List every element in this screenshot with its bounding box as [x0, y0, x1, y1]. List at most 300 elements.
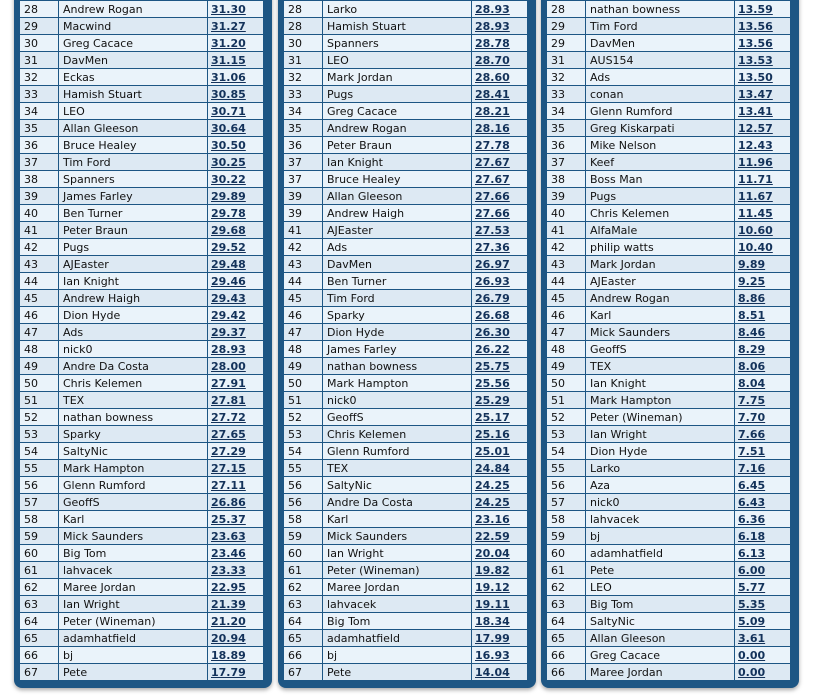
score-link[interactable]: 24.25 — [472, 494, 528, 511]
score-link[interactable]: 0.00 — [735, 647, 791, 664]
score-link[interactable]: 14.04 — [472, 664, 528, 681]
score-link[interactable]: 13.41 — [735, 103, 791, 120]
score-link[interactable]: 5.77 — [735, 579, 791, 596]
player-name-cell: Maree Jordan — [323, 579, 472, 596]
rank-cell: 56 — [20, 477, 59, 494]
rank-cell: 46 — [547, 307, 586, 324]
rank-cell: 37 — [284, 154, 323, 171]
score-link[interactable]: 28.93 — [208, 341, 264, 358]
rank-cell: 58 — [547, 511, 586, 528]
table-row — [547, 120, 791, 137]
score-link[interactable]: 9.89 — [735, 256, 791, 273]
rank-cell: 61 — [547, 562, 586, 579]
score-link[interactable]: 26.97 — [472, 256, 528, 273]
rank-cell: 50 — [547, 375, 586, 392]
score-link[interactable]: 30.64 — [208, 120, 264, 137]
score-link[interactable]: 27.36 — [472, 239, 528, 256]
table-row — [20, 120, 264, 137]
table-row — [284, 188, 528, 205]
player-name-cell: Ian Knight — [59, 273, 208, 290]
table-row — [547, 545, 791, 562]
player-name-cell: Glenn Rumford — [59, 477, 208, 494]
score-link[interactable]: 24.84 — [472, 460, 528, 477]
score-link[interactable]: 31.20 — [208, 35, 264, 52]
player-name-cell: Andrew Rogan — [323, 120, 472, 137]
table-row — [547, 460, 791, 477]
rank-cell: 48 — [284, 341, 323, 358]
player-name-cell: Andrew Haigh — [323, 205, 472, 222]
score-link[interactable]: 8.86 — [735, 290, 791, 307]
rank-cell: 37 — [20, 154, 59, 171]
table-row — [547, 103, 791, 120]
rank-cell: 32 — [20, 69, 59, 86]
player-name-cell: Glenn Rumford — [586, 103, 735, 120]
score-link[interactable]: 13.56 — [735, 18, 791, 35]
score-link[interactable]: 27.78 — [472, 137, 528, 154]
score-link[interactable]: 8.51 — [735, 307, 791, 324]
rank-cell: 40 — [547, 205, 586, 222]
score-link[interactable]: 27.72 — [208, 409, 264, 426]
score-link[interactable]: 16.93 — [472, 647, 528, 664]
table-row — [20, 494, 264, 511]
rank-cell: 34 — [284, 103, 323, 120]
rank-cell: 64 — [547, 613, 586, 630]
score-link[interactable]: 6.36 — [735, 511, 791, 528]
rank-cell: 46 — [284, 307, 323, 324]
table-row — [20, 307, 264, 324]
score-link[interactable]: 6.18 — [735, 528, 791, 545]
score-link[interactable]: 0.00 — [735, 664, 791, 681]
rank-cell: 52 — [284, 409, 323, 426]
score-link[interactable]: 12.43 — [735, 137, 791, 154]
rank-cell: 28 — [284, 1, 323, 18]
score-link[interactable]: 31.06 — [208, 69, 264, 86]
rank-cell: 43 — [284, 256, 323, 273]
score-link[interactable]: 25.17 — [472, 409, 528, 426]
score-link[interactable]: 13.53 — [735, 52, 791, 69]
player-name-cell: SaltyNic — [59, 443, 208, 460]
score-link[interactable]: 25.16 — [472, 426, 528, 443]
score-link[interactable]: 25.37 — [208, 511, 264, 528]
rank-cell: 44 — [20, 273, 59, 290]
table-row — [547, 613, 791, 630]
rank-cell: 56 — [284, 477, 323, 494]
score-link[interactable]: 7.16 — [735, 460, 791, 477]
player-name-cell: Peter (Wineman) — [323, 562, 472, 579]
score-link[interactable]: 29.78 — [208, 205, 264, 222]
score-link[interactable]: 10.60 — [735, 222, 791, 239]
table-row — [284, 579, 528, 596]
player-name-cell: Dion Hyde — [59, 307, 208, 324]
table-row — [20, 171, 264, 188]
score-link[interactable]: 28.78 — [472, 35, 528, 52]
rank-cell: 66 — [284, 647, 323, 664]
table-row — [20, 205, 264, 222]
score-link[interactable]: 31.30 — [208, 1, 264, 18]
score-link[interactable]: 29.43 — [208, 290, 264, 307]
score-link[interactable]: 25.56 — [472, 375, 528, 392]
score-link[interactable]: 6.45 — [735, 477, 791, 494]
player-name-cell: SaltyNic — [323, 477, 472, 494]
score-link[interactable]: 7.75 — [735, 392, 791, 409]
score-link[interactable]: 28.93 — [472, 18, 528, 35]
player-name-cell: Karl — [586, 307, 735, 324]
player-name-cell: lahvacek — [586, 511, 735, 528]
table-row — [20, 69, 264, 86]
table-row — [284, 171, 528, 188]
player-name-cell: Karl — [59, 511, 208, 528]
score-link[interactable]: 27.67 — [472, 171, 528, 188]
score-link[interactable]: 11.96 — [735, 154, 791, 171]
table-row — [20, 222, 264, 239]
score-link[interactable]: 25.29 — [472, 392, 528, 409]
score-link[interactable]: 3.61 — [735, 630, 791, 647]
table-row — [284, 307, 528, 324]
table-row — [284, 443, 528, 460]
table-row — [284, 545, 528, 562]
score-link[interactable]: 25.01 — [472, 443, 528, 460]
player-name-cell: TEX — [59, 392, 208, 409]
table-row — [20, 579, 264, 596]
player-name-cell: bj — [323, 647, 472, 664]
score-link[interactable]: 24.25 — [472, 477, 528, 494]
player-name-cell: Ian Wright — [59, 596, 208, 613]
rank-cell: 35 — [284, 120, 323, 137]
table-row — [547, 239, 791, 256]
score-link[interactable]: 23.16 — [472, 511, 528, 528]
score-link[interactable]: 30.85 — [208, 86, 264, 103]
table-row — [547, 494, 791, 511]
score-link[interactable]: 23.63 — [208, 528, 264, 545]
table-row — [547, 443, 791, 460]
score-link[interactable]: 8.29 — [735, 341, 791, 358]
rank-cell: 67 — [20, 664, 59, 681]
score-link[interactable]: 6.00 — [735, 562, 791, 579]
score-link[interactable]: 19.12 — [472, 579, 528, 596]
player-name-cell: Larko — [586, 460, 735, 477]
score-link[interactable]: 27.29 — [208, 443, 264, 460]
score-link[interactable]: 27.65 — [208, 426, 264, 443]
rank-cell: 39 — [284, 188, 323, 205]
rank-cell: 60 — [284, 545, 323, 562]
rank-cell: 53 — [284, 426, 323, 443]
score-link[interactable]: 20.04 — [472, 545, 528, 562]
table-row — [284, 239, 528, 256]
score-link[interactable]: 28.70 — [472, 52, 528, 69]
player-name-cell: Greg Cacace — [586, 647, 735, 664]
score-link[interactable]: 28.21 — [472, 103, 528, 120]
score-link[interactable]: 29.52 — [208, 239, 264, 256]
table-row — [547, 664, 791, 681]
table-row — [547, 596, 791, 613]
table-row — [284, 103, 528, 120]
player-name-cell: bj — [59, 647, 208, 664]
rank-cell: 62 — [20, 579, 59, 596]
table-row — [547, 52, 791, 69]
score-link[interactable]: 9.25 — [735, 273, 791, 290]
score-link[interactable]: 31.15 — [208, 52, 264, 69]
leaderboard-panel-2 — [278, 0, 536, 688]
rank-cell: 47 — [20, 324, 59, 341]
score-link[interactable]: 27.67 — [472, 154, 528, 171]
score-link[interactable]: 27.15 — [208, 460, 264, 477]
table-row — [547, 579, 791, 596]
score-link[interactable]: 18.89 — [208, 647, 264, 664]
player-name-cell: Peter (Wineman) — [586, 409, 735, 426]
rank-cell: 62 — [547, 579, 586, 596]
score-link[interactable]: 30.22 — [208, 171, 264, 188]
score-link[interactable]: 27.81 — [208, 392, 264, 409]
score-link[interactable]: 31.27 — [208, 18, 264, 35]
rank-cell: 37 — [284, 171, 323, 188]
rank-cell: 38 — [547, 171, 586, 188]
score-link[interactable]: 20.94 — [208, 630, 264, 647]
player-name-cell: Mark Jordan — [586, 256, 735, 273]
score-link[interactable]: 21.39 — [208, 596, 264, 613]
table-row — [547, 171, 791, 188]
rank-cell: 47 — [284, 324, 323, 341]
score-link[interactable]: 5.09 — [735, 613, 791, 630]
score-link[interactable]: 26.22 — [472, 341, 528, 358]
rank-cell: 54 — [284, 443, 323, 460]
score-link[interactable]: 30.25 — [208, 154, 264, 171]
score-link[interactable]: 26.93 — [472, 273, 528, 290]
leaderboard-panel-1 — [14, 0, 272, 688]
score-link[interactable]: 26.79 — [472, 290, 528, 307]
rank-cell: 32 — [284, 69, 323, 86]
table-row — [284, 596, 528, 613]
rank-cell: 57 — [20, 494, 59, 511]
rank-cell: 54 — [547, 443, 586, 460]
player-name-cell: Eckas — [59, 69, 208, 86]
player-name-cell: Pete — [586, 562, 735, 579]
table-row — [547, 375, 791, 392]
leaderboard-table-3 — [546, 0, 791, 681]
score-link[interactable]: 27.66 — [472, 205, 528, 222]
player-name-cell: AUS154 — [586, 52, 735, 69]
rank-cell: 49 — [20, 358, 59, 375]
score-link[interactable]: 26.68 — [472, 307, 528, 324]
rank-cell: 42 — [284, 239, 323, 256]
rank-cell: 35 — [547, 120, 586, 137]
score-link[interactable]: 22.95 — [208, 579, 264, 596]
table-row — [20, 630, 264, 647]
player-name-cell: philip watts — [586, 239, 735, 256]
score-link[interactable]: 30.71 — [208, 103, 264, 120]
player-name-cell: Andre Da Costa — [323, 494, 472, 511]
score-link[interactable]: 28.16 — [472, 120, 528, 137]
table-row — [284, 69, 528, 86]
rank-cell: 39 — [547, 188, 586, 205]
score-link[interactable]: 18.34 — [472, 613, 528, 630]
rank-cell: 52 — [20, 409, 59, 426]
score-link[interactable]: 13.56 — [735, 35, 791, 52]
score-link[interactable]: 7.70 — [735, 409, 791, 426]
score-link[interactable]: 25.75 — [472, 358, 528, 375]
score-link[interactable]: 12.57 — [735, 120, 791, 137]
score-link[interactable]: 26.30 — [472, 324, 528, 341]
rank-cell: 42 — [20, 239, 59, 256]
table-row — [284, 324, 528, 341]
player-name-cell: nick0 — [323, 392, 472, 409]
score-link[interactable]: 6.43 — [735, 494, 791, 511]
rank-cell: 43 — [20, 256, 59, 273]
player-name-cell: AJEaster — [59, 256, 208, 273]
player-name-cell: Chris Kelemen — [586, 205, 735, 222]
rank-cell: 56 — [284, 494, 323, 511]
score-link[interactable]: 30.50 — [208, 137, 264, 154]
score-link[interactable]: 17.79 — [208, 664, 264, 681]
rank-cell: 40 — [20, 205, 59, 222]
score-link[interactable]: 28.41 — [472, 86, 528, 103]
score-link[interactable]: 27.53 — [472, 222, 528, 239]
table-row — [284, 562, 528, 579]
rank-cell: 66 — [547, 647, 586, 664]
rank-cell: 31 — [20, 52, 59, 69]
player-name-cell: lahvacek — [59, 562, 208, 579]
player-name-cell: Hamish Stuart — [59, 86, 208, 103]
player-name-cell: Glenn Rumford — [323, 443, 472, 460]
rank-cell: 47 — [547, 324, 586, 341]
score-link[interactable]: 29.37 — [208, 324, 264, 341]
player-name-cell: Aza — [586, 477, 735, 494]
player-name-cell: Keef — [586, 154, 735, 171]
rank-cell: 41 — [284, 222, 323, 239]
player-name-cell: Bruce Healey — [323, 171, 472, 188]
table-row — [547, 392, 791, 409]
rank-cell: 61 — [20, 562, 59, 579]
player-name-cell: adamhatfield — [323, 630, 472, 647]
score-link[interactable]: 11.67 — [735, 188, 791, 205]
score-link[interactable]: 29.46 — [208, 273, 264, 290]
rank-cell: 33 — [284, 86, 323, 103]
player-name-cell: Maree Jordan — [586, 664, 735, 681]
score-link[interactable]: 27.91 — [208, 375, 264, 392]
score-link[interactable]: 19.11 — [472, 596, 528, 613]
score-link[interactable]: 5.35 — [735, 596, 791, 613]
player-name-cell: Pete — [59, 664, 208, 681]
player-name-cell: Allan Gleeson — [323, 188, 472, 205]
rank-cell: 36 — [547, 137, 586, 154]
rank-cell: 59 — [20, 528, 59, 545]
table-row — [20, 647, 264, 664]
player-name-cell: Spanners — [323, 35, 472, 52]
score-link[interactable]: 7.51 — [735, 443, 791, 460]
player-name-cell: Tim Ford — [59, 154, 208, 171]
player-name-cell: Sparky — [323, 307, 472, 324]
player-name-cell: Mark Hampton — [59, 460, 208, 477]
player-name-cell: DavMen — [59, 52, 208, 69]
player-name-cell: Pugs — [586, 188, 735, 205]
player-name-cell: adamhatfield — [59, 630, 208, 647]
table-row — [547, 307, 791, 324]
table-row — [284, 358, 528, 375]
rank-cell: 45 — [20, 290, 59, 307]
score-link[interactable]: 22.59 — [472, 528, 528, 545]
rank-cell: 55 — [547, 460, 586, 477]
player-name-cell: Ads — [323, 239, 472, 256]
rank-cell: 38 — [20, 171, 59, 188]
player-name-cell: nathan bowness — [323, 358, 472, 375]
player-name-cell: Peter Braun — [323, 137, 472, 154]
rank-cell: 51 — [547, 392, 586, 409]
rank-cell: 60 — [20, 545, 59, 562]
score-link[interactable]: 27.11 — [208, 477, 264, 494]
table-row — [547, 630, 791, 647]
player-name-cell: Dion Hyde — [323, 324, 472, 341]
rank-cell: 57 — [547, 494, 586, 511]
score-link[interactable]: 21.20 — [208, 613, 264, 630]
player-name-cell: GeoffS — [59, 494, 208, 511]
score-link[interactable]: 13.47 — [735, 86, 791, 103]
score-link[interactable]: 28.93 — [472, 1, 528, 18]
score-link[interactable]: 8.46 — [735, 324, 791, 341]
score-link[interactable]: 29.48 — [208, 256, 264, 273]
player-name-cell: LEO — [59, 103, 208, 120]
rank-cell: 48 — [547, 341, 586, 358]
score-link[interactable]: 28.60 — [472, 69, 528, 86]
table-row — [20, 358, 264, 375]
player-name-cell: Sparky — [59, 426, 208, 443]
rank-cell: 34 — [547, 103, 586, 120]
table-row — [547, 18, 791, 35]
table-row — [20, 511, 264, 528]
table-row — [547, 358, 791, 375]
score-link[interactable]: 11.71 — [735, 171, 791, 188]
table-row — [284, 460, 528, 477]
score-link[interactable]: 23.46 — [208, 545, 264, 562]
score-link[interactable]: 11.45 — [735, 205, 791, 222]
rank-cell: 65 — [20, 630, 59, 647]
player-name-cell: Allan Gleeson — [59, 120, 208, 137]
score-link[interactable]: 29.89 — [208, 188, 264, 205]
player-name-cell: Peter (Wineman) — [59, 613, 208, 630]
player-name-cell: SaltyNic — [586, 613, 735, 630]
score-link[interactable]: 19.82 — [472, 562, 528, 579]
rank-cell: 64 — [20, 613, 59, 630]
table-row — [20, 477, 264, 494]
score-link[interactable]: 8.06 — [735, 358, 791, 375]
rank-cell: 52 — [547, 409, 586, 426]
score-link[interactable]: 7.66 — [735, 426, 791, 443]
table-row — [547, 256, 791, 273]
table-row — [20, 273, 264, 290]
score-link[interactable]: 28.00 — [208, 358, 264, 375]
table-row — [284, 86, 528, 103]
player-name-cell: TEX — [323, 460, 472, 477]
score-link[interactable]: 29.42 — [208, 307, 264, 324]
score-link[interactable]: 10.40 — [735, 239, 791, 256]
score-link[interactable]: 13.50 — [735, 69, 791, 86]
score-link[interactable]: 29.68 — [208, 222, 264, 239]
table-row — [20, 324, 264, 341]
table-row — [547, 86, 791, 103]
score-link[interactable]: 6.13 — [735, 545, 791, 562]
player-name-cell: nathan bowness — [59, 409, 208, 426]
rank-cell: 36 — [20, 137, 59, 154]
score-link[interactable]: 8.04 — [735, 375, 791, 392]
score-link[interactable]: 26.86 — [208, 494, 264, 511]
score-link[interactable]: 17.99 — [472, 630, 528, 647]
score-link[interactable]: 23.33 — [208, 562, 264, 579]
score-link[interactable]: 27.66 — [472, 188, 528, 205]
table-row — [284, 1, 528, 18]
player-name-cell: GeoffS — [323, 409, 472, 426]
rank-cell: 42 — [547, 239, 586, 256]
player-name-cell: Mark Jordan — [323, 69, 472, 86]
player-name-cell: Dion Hyde — [586, 443, 735, 460]
score-link[interactable]: 13.59 — [735, 1, 791, 18]
